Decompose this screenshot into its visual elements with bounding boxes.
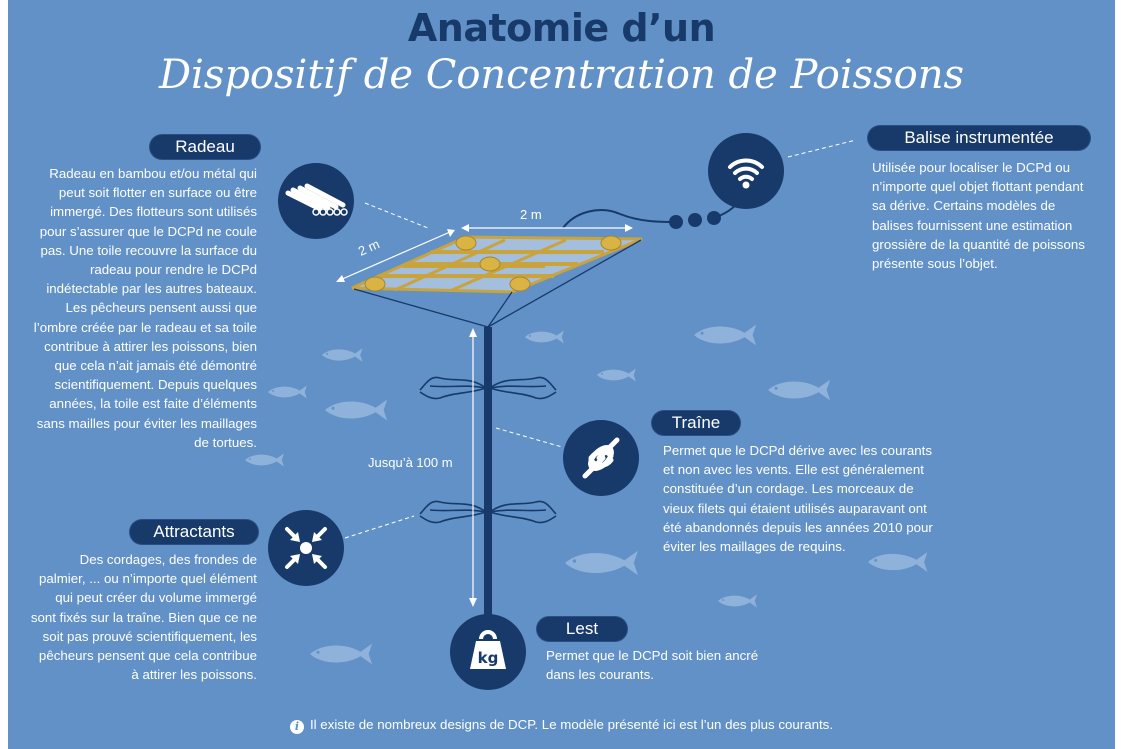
fish [245,454,284,467]
weight-kg-text: kg [477,649,499,667]
fish [565,551,638,575]
radeau-text: Radeau en bambou et/ou métal qui peut soit flotter en surface ou être immergé. Des flotteurs sont utilisés pour s’assurer que le DCPd ne coule pas. Une toile recouvre la surface du radeau pour rendre le DCPd indétectable par les autres bateaux. Les pêcheurs pensent aussi que l’ombre créée par le radeau et sa toile contribue à attirer les poissons, bien que cela n’ait jamais été démontré scientifiquement. Depuis quelques années, la toile est faite d’éléments sans mailles pour éviter les maillages de tortues. [33,166,257,450]
footer [0,717,1123,734]
fish [694,325,756,346]
lest-text: Permet que le DCPd soit bien ancré dans les courants. [546,648,759,683]
attractants-text: Des cordages, des frondes de palmier, ... ou n’importe quel élément qui peut créer du volume immergé sont fixés sur la traîne. Bien que ce ne soit pas prouvé scientifiquement, les pêcheurs pensent que cela contribue à attirer les poissons. [30,552,257,683]
footer-text: Il existe de nombreux designs de DCP. Le modèle présenté ici est l’un des plus courants. [309,717,834,732]
bamboo-raft-icon [278,163,354,239]
width-label: 2 m [520,207,542,222]
traine-text: Permet que le DCPd dérive avec les courants et non avec les vents. Elle est généralement constituée d’un cordage. Les morceaux de vieux filets qui étaient utilisés auparavant ont été abandonnés depuis les années 2010 pour éviter les maillages de requins. [663,443,933,555]
balise-label: Balise instrumentée [868,126,1090,150]
radeau-label: Radeau [150,135,260,159]
fish [597,369,636,382]
length-label: 2 m [355,236,382,259]
fish [268,386,307,399]
fish [525,331,564,344]
fish [325,400,387,421]
lest-label: Lest [537,617,627,641]
depth-label: Jusqu’à 100 m [368,455,453,470]
tail-rope [484,327,492,650]
fish [718,595,757,608]
converge-arrows-icon [268,510,344,586]
fish [322,348,363,362]
wifi-signal-icon [708,133,784,209]
fish [310,644,372,665]
weight-kg-icon [450,614,526,690]
fish [768,380,830,401]
attractants-label: Attractants [130,520,258,544]
traine-label: Traîne [652,411,740,435]
balise-text: Utilisée pour localiser le DCPd ou n’importe quel objet flottant pendant sa dérive. Certains modèles de balises fournissent une estimation grossière de la quantité de poissons présente sous l’objet. [872,160,1085,272]
rope-knot-icon [563,420,639,496]
title-line-2: Dispositif de Concentration de Poissons [158,52,965,98]
info-icon: i [290,720,304,734]
title-line-1: Anatomie d’un [407,6,716,50]
